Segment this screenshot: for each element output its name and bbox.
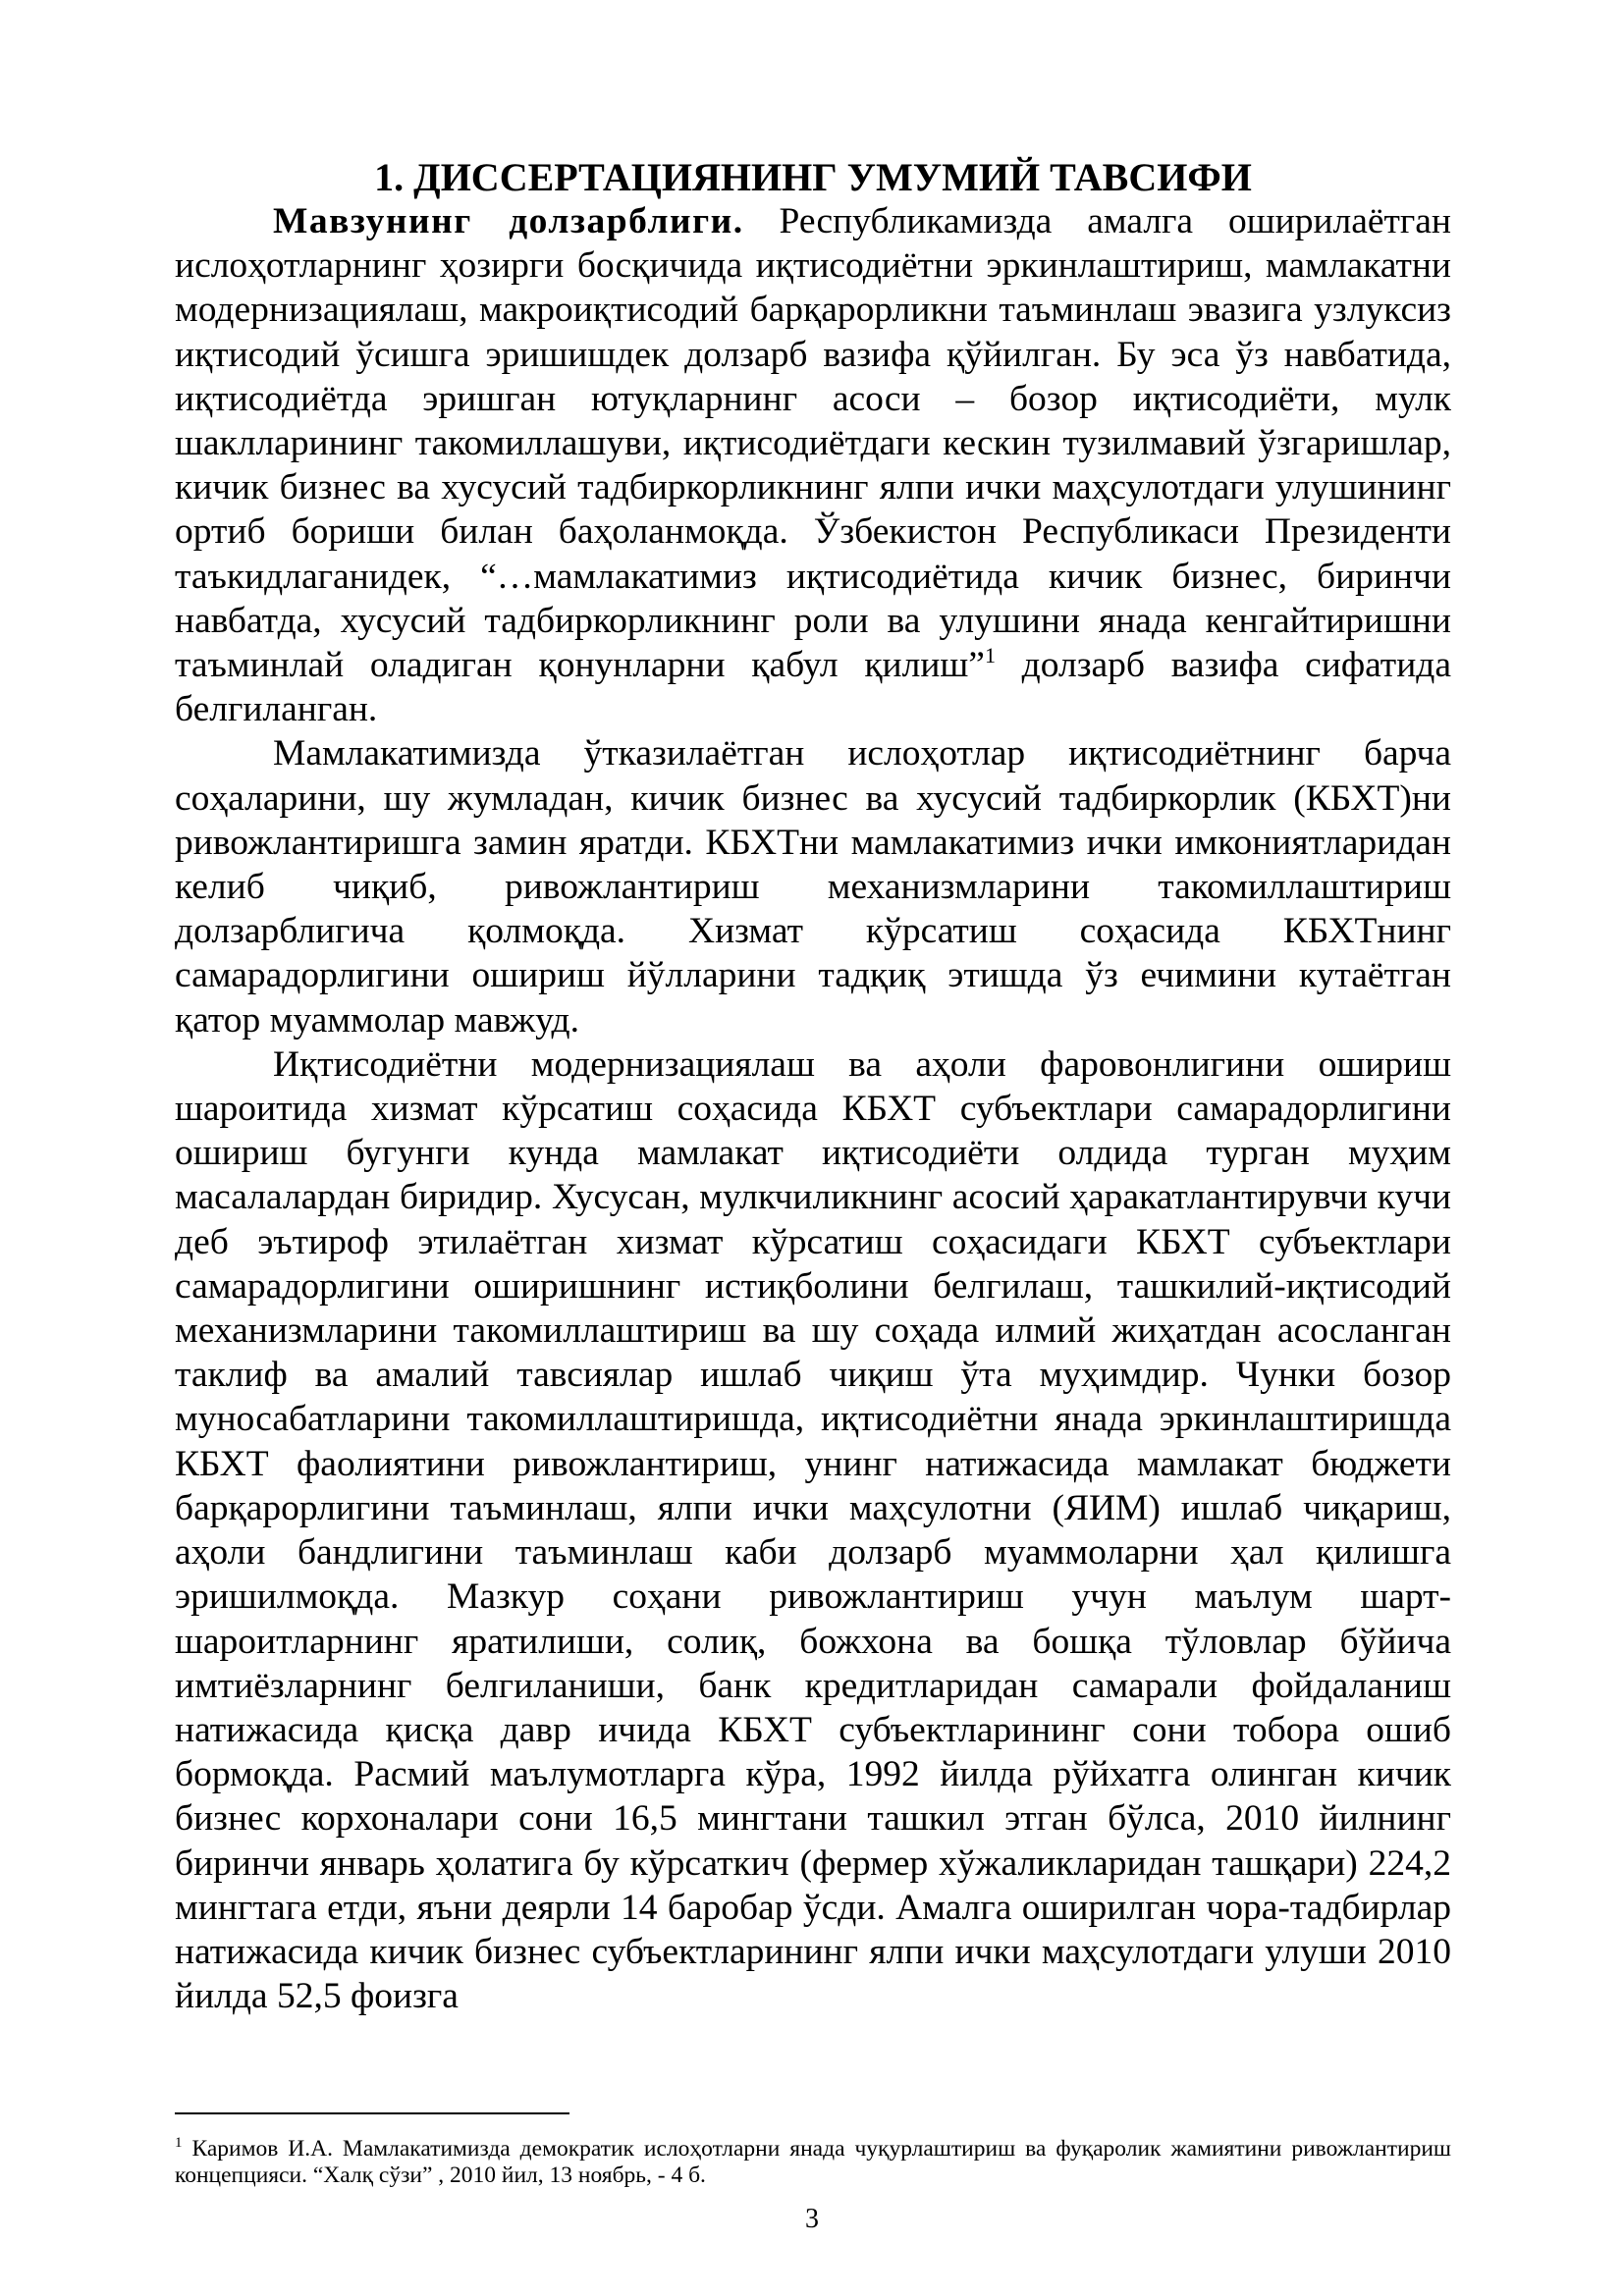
paragraph-relevance [175,199,1451,731]
footnote-reference: 1 [984,643,996,668]
paragraph-text-end: долзарб вазифа сифатида белгиланган. [175,645,1451,730]
footnote-separator [175,2112,569,2114]
paragraph-modernization: Иқтисодиётни модернизациялаш ва аҳоли фаровонлигини ошириш шароитида хизмат кўрсатиш соҳасида КБХТ субъектлари самарадорлигини ошириш бугунги кунда мамлакат иқтисодиёти олдида турган муҳим масалалардан биридир. Хусусан, мулкчиликнинг асосий ҳаракатлантирувчи кучи деб эътироф этилаётган хизмат кўрсатиш соҳасидаги КБХТ субъектлари самарадорлигини оширишнинг истиқболини белгилаш, ташкилий-иқтисодий механизмларини такомиллаштириш ва шу соҳада илмий жиҳатдан асосланган таклиф ва амалий тавсиялар ишлаб чиқиш ўта муҳимдир. Чунки бозор муносабатларини такомиллаштиришда, иқтисодиётни янада эркинлаштиришда КБХТ фаолиятини ривожлантириш, унинг натижасида мамлакат бюджети барқарорлигини таъминлаш, ялпи ички маҳсулотни (ЯИМ) ишлаб чиқариш, аҳоли бандлигини таъминлаш каби долзарб муаммоларни ҳал қилишга эришилмоқда. Мазкур соҳани ривожлантириш учун маълум шарт-шароитларнинг яратилиши, солиқ, божхона ва бошқа тўловлар бўйича имтиёзларнинг белгиланиши, банк кредитларидан самарали фойдаланиш натижасида қисқа давр ичида КБХТ субъектларининг сони тобора ошиб бормоқда. Расмий маълумотларга кўра, 1992 йилда рўйхатга олинган кичик бизнес корхоналари сони 16,5 мингтани ташкил этган бўлса, 2010 йилнинг биринчи январь ҳолатига бу кўрсаткич (фермер хўжаликларидан ташқари) 224,2 мингтага етди, яъни деярли 14 баробар ўсди. Амалга оширилган чора-тадбирлар натижасида кичик бизнес субъектларининг ялпи ички маҳсулотдаги улуши 2010 йилда 52,5 фоизга [175,1043,1451,2017]
footnote [175,2136,1451,2189]
body-text [175,199,1451,2018]
paragraph-text: Республикамизда амалга оширилаётган ислоҳотларнинг ҳозирги босқичида иқтисодиётни эркинлаштириш, мамлакатни модернизациялаш, макроиқтисодий барқарорликни таъминлаш эвазига узлуксиз иқтисодий ўсишга эришишдек долзарб вазифа қўйилган. Бу эса ўз навбатида, иқтисодиётда эришган ютуқларнинг асоси – бозор иқтисодиёти, мулк шаклларининг такомиллашуви, иқтисодиётдаги кескин тузилмавий ўзгаришлар, кичик бизнес ва хусусий тадбиркорликнинг ялпи ички маҳсулотдаги улушининг ортиб бориши билан баҳоланмоқда. Ўзбекистон Республикаси Президенти таъкидлаганидек, “…мамлакатимиз иқтисодиётида кичик бизнес, биринчи навбатда, хусусий тадбиркорликнинг роли ва улушини янада кенгайтиришни таъминлай оладиган қонунларни қабул қилиш” [175,201,1451,686]
footnote-text: Каримов И.А. Мамлакатимизда демократик ислоҳотларни янада чуқурлаштириш ва фуқаролик жамиятини ривожлантириш концепцияси. “Халқ сўзи” , 2010 йил, 13 ноябрь, - 4 б. [175,2136,1451,2188]
paragraph-reforms: Мамлакатимизда ўтказилаётган ислоҳотлар иқтисодиётнинг барча соҳаларини, шу жумладан, кичик бизнес ва хусусий тадбиркорлик (КБХТ)ни ривожлантиришга замин яратди. КБХТни мамлакатимиз ички имкониятларидан келиб чиқиб, ривожлантириш механизмларини такомиллаштириш долзарблигича қолмоқда. Хизмат кўрсатиш соҳасида КБХТнинг самарадорлигини ошириш йўлларини тадқиқ этишда ўз ечимини кутаётган қатор муаммолар мавжуд. [175,733,1451,1041]
page-number: 3 [805,2204,819,2234]
paragraph-lead: Мавзунинг долзарблиги. [273,201,744,241]
section-heading: 1. ДИССЕРТАЦИЯНИНГ УМУМИЙ ТАВСИФИ [374,155,1252,199]
footnote-mark: 1 [175,2135,183,2151]
